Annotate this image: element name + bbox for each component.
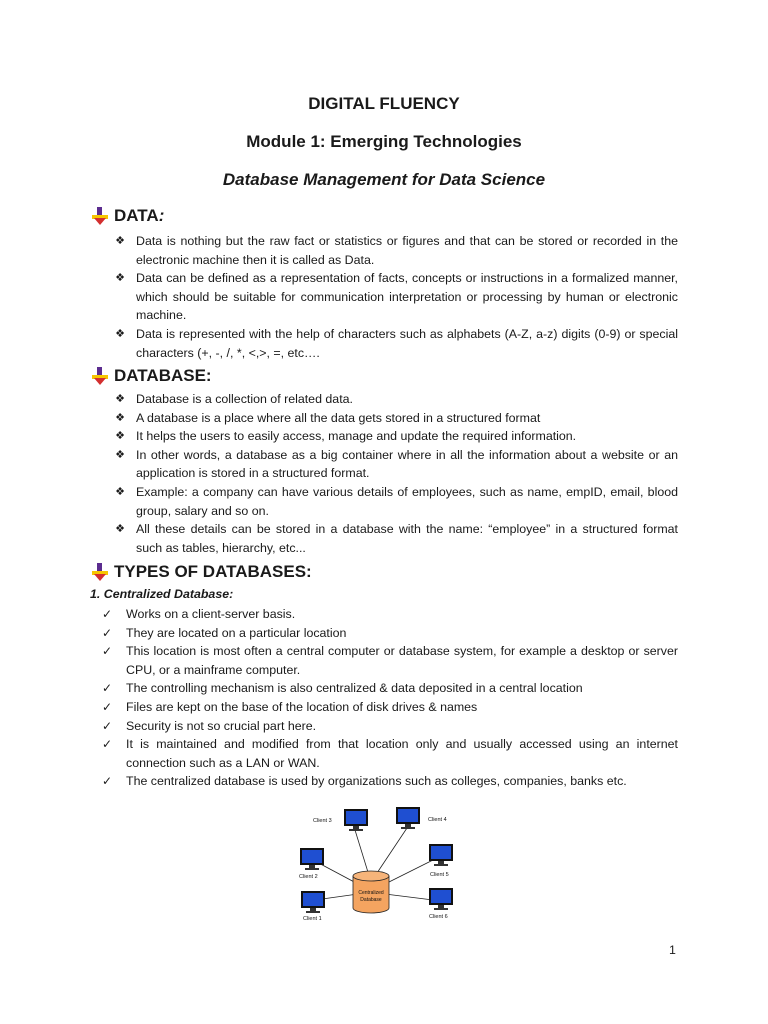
client-label: Client 2: [299, 874, 318, 880]
diamond-bullet-icon: ❖: [115, 448, 125, 461]
list-item: ✓ This location is most often a central computer or database system, for example a desktop or server CPU, or a mainframe computer.: [102, 644, 678, 677]
database-cylinder-icon: [353, 871, 389, 913]
diamond-bullet-icon: ❖: [115, 235, 125, 247]
monitor-icon: [300, 848, 324, 870]
diamond-bullet-icon: ❖: [115, 430, 125, 443]
module-title: Module 1: Emerging Technologies: [246, 132, 522, 151]
section-heading-types: TYPES OF DATABASES:: [90, 562, 312, 582]
diamond-bullet-icon: ❖: [115, 327, 125, 340]
client-label: Client 1: [303, 916, 322, 922]
doc-subtitle: Database Management for Data Science: [222, 170, 546, 189]
database-label-line1: Centralized: [358, 890, 384, 896]
list-item: ❖ In other words, a database as a big container where in all the information about a website or an application is stored in a structured format.: [112, 446, 678, 483]
list-item: ✓ Files are kept on the base of the location of disk drives & names: [100, 698, 678, 717]
list-item: ❖ Data is nothing but the raw fact or statistics or figures and that can be stored or recorded in the electronic machine then it is called as Data.: [112, 232, 678, 269]
pointer-arrow-icon: [90, 206, 110, 226]
list-item: ❖ Database is a collection of related data.: [112, 390, 678, 409]
diamond-bullet-icon: ❖: [115, 393, 125, 405]
checkmark-icon: ✓: [102, 607, 113, 621]
list-item: ❖ Data can be defined as a representation of facts, concepts or instructions in a formalized manner, which should be suitable for communication interpretation or processing by human or electronic machine.: [112, 269, 678, 325]
page-number: 1: [669, 943, 676, 957]
checkmark-icon: ✓: [102, 625, 113, 640]
checkmark-icon: ✓: [102, 718, 113, 733]
pointer-arrow-icon: [90, 562, 110, 582]
checkmark-icon: ✓: [102, 681, 113, 696]
database-label-line2: Database: [360, 897, 382, 903]
list-item: ❖ Example: a company can have various details of employees, such as name, empID, email, blood group, salary and so on.: [112, 483, 678, 520]
diamond-bullet-icon: ❖: [115, 272, 125, 285]
client-label: Client 4: [428, 817, 447, 823]
diamond-bullet-icon: ❖: [115, 411, 125, 424]
checkmark-icon: ✓: [102, 774, 113, 789]
list-item: ✓ Works on a client-server basis.: [100, 605, 678, 624]
data-bullet-list: [112, 232, 678, 362]
monitor-icon: [301, 891, 325, 913]
checkmark-icon: ✓: [102, 644, 113, 659]
centralized-database-diagram: [295, 804, 465, 924]
pointer-arrow-icon: [90, 366, 110, 386]
list-item: ❖ It helps the users to easily access, manage and update the required information.: [112, 427, 678, 446]
list-item: ✓ The centralized database is used by organizations such as colleges, companies, banks etc.: [100, 772, 678, 791]
list-item: ✓ Security is not so crucial part here.: [100, 717, 678, 736]
diamond-bullet-icon: ❖: [115, 485, 125, 498]
database-bullet-list: [112, 390, 678, 557]
list-item: ❖ Data is represented with the help of characters such as alphabets (A-Z, a-z) digits (0-9) or special characters (+, -, /, *, <,>, =, etc….: [112, 325, 678, 362]
section-heading-data: DATA :: [90, 206, 164, 226]
checkmark-icon: ✓: [102, 737, 113, 752]
list-item: ❖ All these details can be stored in a database with the name: “employee” in a structured format such as tables, hierarchy, etc...: [112, 520, 678, 557]
centralized-check-list: [100, 605, 678, 791]
monitor-icon: [396, 807, 420, 829]
diamond-bullet-icon: ❖: [115, 523, 125, 536]
doc-title: DIGITAL FLUENCY: [308, 94, 460, 113]
monitor-icon: [429, 844, 453, 866]
client-label: Client 6: [429, 914, 448, 920]
centralized-database-subheading: 1. Centralized Database:: [90, 587, 234, 601]
section-heading-database: DATABASE:: [90, 366, 212, 386]
monitor-icon: [429, 888, 453, 910]
client-label: Client 5: [430, 872, 449, 878]
client-label: Client 3: [313, 818, 332, 824]
list-item: ✓ The controlling mechanism is also centralized & data deposited in a central location: [100, 679, 678, 698]
monitor-icon: [344, 809, 368, 831]
list-item: ❖ A database is a place where all the data gets stored in a structured format: [112, 409, 678, 428]
list-item: ✓ It is maintained and modified from that location only and usually accessed using an internet connection such as a LAN or WAN.: [102, 737, 678, 770]
list-item: ✓ They are located on a particular location: [100, 624, 678, 643]
checkmark-icon: ✓: [102, 699, 113, 714]
